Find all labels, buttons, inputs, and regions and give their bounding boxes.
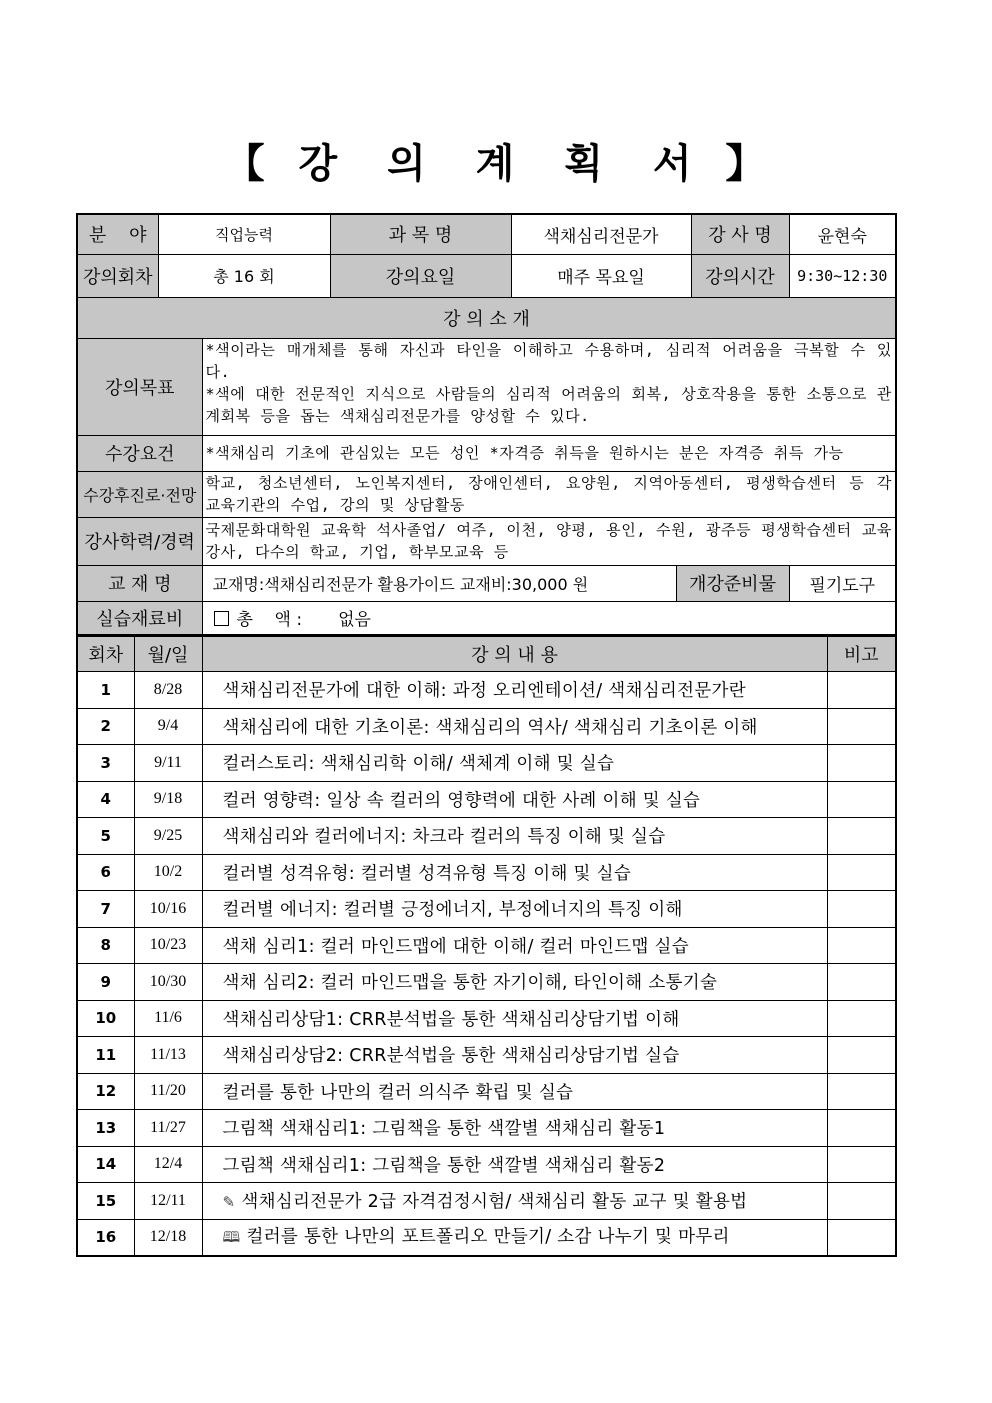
session-date: 8/28 bbox=[134, 672, 202, 709]
session-content bbox=[202, 672, 827, 709]
col-header-note: 비고 bbox=[827, 637, 896, 672]
session-content bbox=[202, 708, 827, 745]
col-header-date: 월/일 bbox=[134, 637, 202, 672]
session-content bbox=[202, 781, 827, 818]
session-date: 9/11 bbox=[134, 745, 202, 782]
session-date: 12/4 bbox=[134, 1146, 202, 1183]
material-cost bbox=[202, 601, 896, 635]
session-content-text: 색채심리상담2: CRR분석법을 통한 색채심리상담기법 실습 bbox=[222, 1046, 680, 1067]
session-date: 11/20 bbox=[134, 1073, 202, 1110]
session-content-text: 색채심리상담1: CRR분석법을 통한 색채심리상담기법 이해 bbox=[222, 1009, 680, 1030]
session-note bbox=[827, 964, 896, 1001]
material-label: 실습재료비 bbox=[77, 601, 202, 635]
session-number: 16 bbox=[77, 1219, 134, 1256]
session-content-text: 컬러스토리: 색채심리학 이해/ 색체계 이해 및 실습 bbox=[222, 754, 615, 775]
session-number: 5 bbox=[77, 818, 134, 855]
session-content-text: 컬러를 통한 나만의 포트폴리오 만들기/ 소감 나누기 및 마무리 bbox=[246, 1226, 730, 1247]
session-number: 3 bbox=[77, 745, 134, 782]
schedule-row bbox=[77, 1000, 896, 1037]
field-label: 분 야 bbox=[77, 214, 158, 254]
session-content bbox=[202, 927, 827, 964]
textbook-label: 교 재 명 bbox=[77, 565, 202, 601]
sessions-label: 강의회차 bbox=[77, 254, 158, 297]
title-char: 강 bbox=[298, 141, 340, 187]
session-note bbox=[827, 708, 896, 745]
session-content-text: 색채심리와 컬러에너지: 차크라 컬러의 특징 이해 및 실습 bbox=[222, 827, 666, 848]
requirement-label: 수강요건 bbox=[77, 435, 202, 471]
prep-value: 필기도구 bbox=[789, 565, 896, 601]
session-date: 12/18 bbox=[134, 1219, 202, 1256]
session-number: 9 bbox=[77, 964, 134, 1001]
session-content bbox=[202, 1110, 827, 1147]
session-content bbox=[202, 818, 827, 855]
title-bracket-open: 【 bbox=[224, 141, 267, 187]
schedule-table bbox=[76, 636, 897, 1257]
schedule-row bbox=[77, 672, 896, 709]
session-content bbox=[202, 854, 827, 891]
session-note bbox=[827, 1183, 896, 1220]
checkbox-icon bbox=[214, 611, 229, 626]
title-char: 서 bbox=[652, 141, 694, 187]
session-date: 9/18 bbox=[134, 781, 202, 818]
schedule-row bbox=[77, 818, 896, 855]
textbook-value: 교재명:색채심리전문가 활용가이드 교재비:30,000 원 bbox=[202, 565, 676, 601]
day-label: 강의요일 bbox=[330, 254, 511, 297]
schedule-row bbox=[77, 708, 896, 745]
session-date: 12/11 bbox=[134, 1183, 202, 1220]
schedule-row bbox=[77, 927, 896, 964]
intro-header: 강 의 소 개 bbox=[77, 297, 896, 338]
schedule-row bbox=[77, 1183, 896, 1220]
career-text: 학교, 청소년센터, 노인복지센터, 장애인센터, 요양원, 지역아동센터, 평생학습센터 등 각 교육기관의 수업, 강의 및 상담활동 bbox=[202, 471, 896, 517]
schedule-body bbox=[77, 672, 896, 1256]
time-label: 강의시간 bbox=[691, 254, 789, 297]
session-number: 7 bbox=[77, 891, 134, 928]
session-date: 10/30 bbox=[134, 964, 202, 1001]
session-note bbox=[827, 672, 896, 709]
session-content-text: 컬러를 통한 나만의 컬러 의식주 확립 및 실습 bbox=[222, 1082, 574, 1103]
session-date: 11/6 bbox=[134, 1000, 202, 1037]
session-content bbox=[202, 1219, 827, 1256]
goal-label: 강의목표 bbox=[77, 338, 202, 435]
instructor-label: 강 사 명 bbox=[691, 214, 789, 254]
session-note bbox=[827, 781, 896, 818]
session-content-text: 색채 심리2: 컬러 마인드맵을 통한 자기이해, 타인이해 소통기술 bbox=[222, 973, 718, 994]
session-content-text: 색채 심리1: 컬러 마인드맵에 대한 이해/ 컬러 마인드맵 실습 bbox=[222, 936, 689, 957]
prep-label: 개강준비물 bbox=[676, 565, 789, 601]
session-note bbox=[827, 927, 896, 964]
instructor-value: 윤현숙 bbox=[789, 214, 896, 254]
session-content bbox=[202, 1073, 827, 1110]
session-content-text: 색채심리에 대한 기초이론: 색채심리의 역사/ 색채심리 기초이론 이해 bbox=[222, 717, 758, 738]
session-content bbox=[202, 745, 827, 782]
session-content-text: 그림책 색채심리1: 그림책을 통한 색깔별 색채심리 활동2 bbox=[222, 1155, 666, 1176]
course-name-label: 과 목 명 bbox=[330, 214, 511, 254]
background-label: 강사학력/경력 bbox=[77, 517, 202, 565]
session-date: 9/25 bbox=[134, 818, 202, 855]
session-content-text: 색채심리전문가에 대한 이해: 과정 오리엔테이션/ 색채심리전문가란 bbox=[222, 681, 746, 702]
session-number: 14 bbox=[77, 1146, 134, 1183]
session-note bbox=[827, 745, 896, 782]
schedule-row bbox=[77, 745, 896, 782]
session-note bbox=[827, 1219, 896, 1256]
schedule-row bbox=[77, 1146, 896, 1183]
session-content bbox=[202, 1037, 827, 1074]
session-number: 13 bbox=[77, 1110, 134, 1147]
col-header-content: 강 의 내 용 bbox=[202, 637, 827, 672]
session-content bbox=[202, 1000, 827, 1037]
schedule-row bbox=[77, 781, 896, 818]
schedule-row bbox=[77, 854, 896, 891]
session-number: 4 bbox=[77, 781, 134, 818]
title-char: 의 bbox=[387, 141, 428, 187]
background-text: 국제문화대학원 교육학 석사졸업/ 여주, 이천, 양평, 용인, 수원, 광주등 평생학습센터 교육강사, 다수의 학교, 기업, 학부모교육 등 bbox=[202, 517, 896, 565]
session-content-text: 컬러별 에너지: 컬러별 긍정에너지, 부정에너지의 특징 이해 bbox=[222, 900, 683, 921]
session-note bbox=[827, 818, 896, 855]
session-number: 8 bbox=[77, 927, 134, 964]
session-number: 12 bbox=[77, 1073, 134, 1110]
title-char: 획 bbox=[564, 141, 605, 187]
session-date: 10/23 bbox=[134, 927, 202, 964]
schedule-row bbox=[77, 1073, 896, 1110]
session-number: 15 bbox=[77, 1183, 134, 1220]
document-title bbox=[0, 132, 992, 189]
session-date: 10/16 bbox=[134, 891, 202, 928]
session-content-text: 컬러별 성격유형: 컬러별 성격유형 특징 이해 및 실습 bbox=[222, 863, 632, 884]
session-content-text: 그림책 색채심리1: 그림책을 통한 색깔별 색채심리 활동1 bbox=[222, 1119, 666, 1140]
session-content bbox=[202, 1146, 827, 1183]
session-number: 2 bbox=[77, 708, 134, 745]
goal-text: *색이라는 매개체를 통해 자신과 타인을 이해하고 수용하며, 심리적 어려움을 극복할 수 있다. *색에 대한 전문적인 지식으로 사람들의 심리적 어려움의 회복, 상호작용을 통한 소통으로 관계회복 등을 돕는 색채심리전문가를 양성할 수 있다. bbox=[202, 338, 896, 435]
session-note bbox=[827, 1073, 896, 1110]
session-content-text: 색채심리전문가 2급 자격검정시험/ 색채심리 활동 교구 및 활용법 bbox=[241, 1192, 748, 1213]
title-bracket-close: 】 bbox=[725, 141, 768, 187]
col-header-no: 회차 bbox=[77, 637, 134, 672]
session-note bbox=[827, 1000, 896, 1037]
session-content-text: 컬러 영향력: 일상 속 컬러의 영향력에 대한 사례 이해 및 실습 bbox=[222, 790, 701, 811]
session-date: 10/2 bbox=[134, 854, 202, 891]
session-content bbox=[202, 1183, 827, 1220]
session-date: 11/27 bbox=[134, 1110, 202, 1147]
career-label: 수강후진로·전망 bbox=[77, 471, 202, 517]
session-number: 1 bbox=[77, 672, 134, 709]
schedule-row bbox=[77, 1219, 896, 1256]
session-note bbox=[827, 1037, 896, 1074]
session-content bbox=[202, 891, 827, 928]
session-number: 11 bbox=[77, 1037, 134, 1074]
session-date: 11/13 bbox=[134, 1037, 202, 1074]
book-icon: 🕮 bbox=[222, 1227, 241, 1246]
schedule-row bbox=[77, 1110, 896, 1147]
session-note bbox=[827, 854, 896, 891]
schedule-row bbox=[77, 964, 896, 1001]
session-number: 6 bbox=[77, 854, 134, 891]
course-info-table bbox=[76, 213, 897, 636]
session-content bbox=[202, 964, 827, 1001]
course-name-value: 색채심리전문가 bbox=[511, 214, 691, 254]
title-char: 계 bbox=[475, 141, 517, 187]
schedule-row bbox=[77, 1037, 896, 1074]
session-note bbox=[827, 891, 896, 928]
material-total-label: 총 액 : bbox=[236, 610, 303, 631]
requirement-text: *색채심리 기초에 관심있는 모든 성인 *자격증 취득을 원하시는 분은 자격증 취득 가능 bbox=[202, 435, 896, 471]
material-value: 없음 bbox=[338, 610, 371, 631]
pencil-icon: ✎ bbox=[222, 1193, 236, 1212]
schedule-row bbox=[77, 891, 896, 928]
time-value: 9:30~12:30 bbox=[789, 254, 896, 297]
field-value: 직업능력 bbox=[158, 214, 330, 254]
session-number: 10 bbox=[77, 1000, 134, 1037]
sessions-value: 총 16 회 bbox=[158, 254, 330, 297]
session-note bbox=[827, 1110, 896, 1147]
session-date: 9/4 bbox=[134, 708, 202, 745]
day-value: 매주 목요일 bbox=[511, 254, 691, 297]
session-note bbox=[827, 1146, 896, 1183]
